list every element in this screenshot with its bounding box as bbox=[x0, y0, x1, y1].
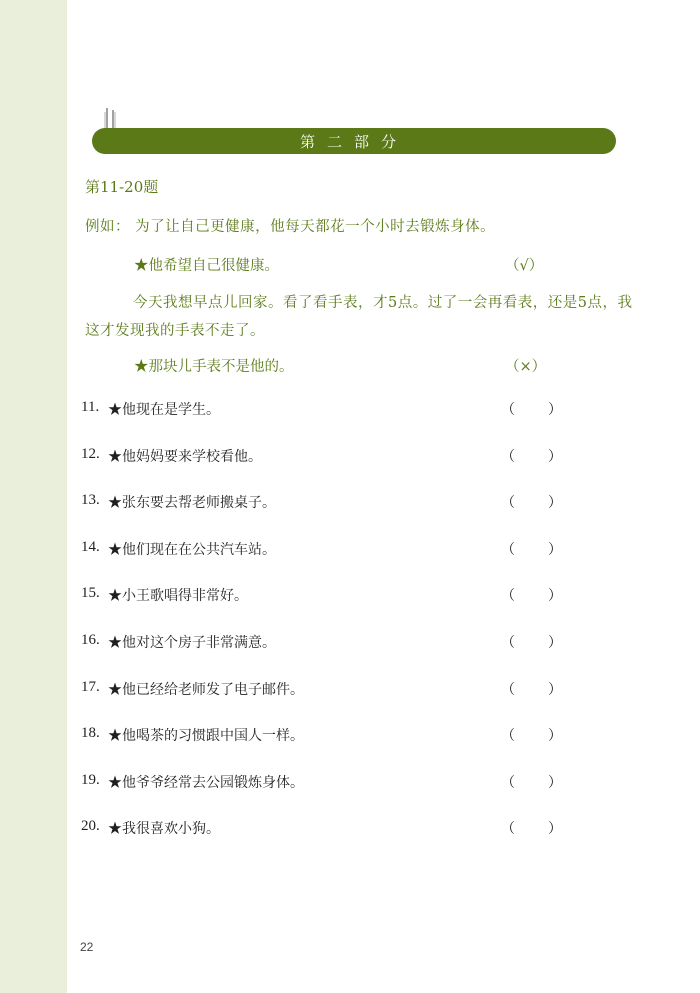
question-statement: ★他们现在在公共汽车站。 bbox=[108, 541, 276, 558]
question-number: 11. bbox=[81, 399, 100, 415]
example-statement-1: ★他希望自己很健康。 bbox=[134, 258, 279, 274]
question-row bbox=[81, 632, 561, 654]
question-row bbox=[81, 492, 561, 514]
answer-paren-open[interactable]: （ bbox=[501, 588, 515, 605]
answer-paren-close: ） bbox=[548, 681, 562, 698]
answer-paren-close: ） bbox=[548, 728, 562, 745]
question-statement: ★他爷爷经常去公园锻炼身体。 bbox=[108, 774, 304, 791]
question-statement: ★他对这个房子非常满意。 bbox=[108, 635, 276, 651]
section-banner bbox=[92, 128, 616, 154]
question-statement: ★我很喜欢小狗。 bbox=[108, 821, 220, 838]
question-number: 17. bbox=[81, 678, 100, 695]
example-statement-2: ★那块儿手表不是他的。 bbox=[134, 359, 294, 375]
answer-paren-open[interactable]: （ bbox=[501, 728, 515, 745]
answer-paren-open[interactable]: （ bbox=[501, 635, 515, 651]
example-intro: 例如： 为了让自己更健康，他每天都花一个小时去锻炼身体。 bbox=[85, 219, 496, 235]
question-number: 15. bbox=[81, 585, 100, 602]
banner-title: 第二部分 bbox=[299, 133, 408, 151]
question-number: 19. bbox=[81, 771, 100, 788]
question-row bbox=[81, 446, 561, 468]
question-statement: ★小王歌唱得非常好。 bbox=[108, 588, 248, 605]
page-number: 22 bbox=[80, 940, 94, 954]
answer-paren-close: ） bbox=[548, 402, 562, 418]
example-paragraph: 今天我想早点儿回家。看了看手表，才5点。过了一会再看表，还是5点，我这才发现我的手表不走了。 bbox=[85, 295, 633, 339]
section-label: 第11-20题 bbox=[85, 178, 159, 196]
answer-paren-open[interactable]: （ bbox=[501, 495, 515, 512]
page-margin-band bbox=[0, 0, 67, 993]
question-number: 20. bbox=[81, 818, 100, 835]
answer-paren-open[interactable]: （ bbox=[501, 448, 515, 465]
question-statement: ★张东要去帮老师搬桌子。 bbox=[108, 495, 276, 512]
question-row bbox=[81, 585, 561, 607]
answer-paren-close: ） bbox=[548, 541, 562, 558]
question-row bbox=[81, 818, 561, 840]
answer-paren-close: ） bbox=[548, 495, 562, 512]
answer-paren-close: ） bbox=[548, 635, 562, 651]
question-row bbox=[81, 772, 561, 794]
question-statement: ★他喝茶的习惯跟中国人一样。 bbox=[108, 728, 304, 745]
question-number: 14. bbox=[81, 538, 100, 555]
answer-paren-open[interactable]: （ bbox=[501, 774, 515, 791]
question-row bbox=[81, 679, 561, 701]
answer-paren-close: ） bbox=[548, 774, 562, 791]
question-row bbox=[81, 399, 561, 421]
question-number: 18. bbox=[81, 725, 100, 742]
question-number: 13. bbox=[81, 492, 100, 509]
answer-paren-close: ） bbox=[548, 588, 562, 605]
answer-paren-open[interactable]: （ bbox=[501, 681, 515, 698]
question-row bbox=[81, 725, 561, 747]
answer-paren-open[interactable]: （ bbox=[501, 402, 515, 418]
question-statement: ★他现在是学生。 bbox=[108, 402, 220, 418]
answer-paren-open[interactable]: （ bbox=[501, 541, 515, 558]
answer-paren-open[interactable]: （ bbox=[501, 821, 515, 838]
example-mark-wrong: （×） bbox=[505, 359, 547, 375]
question-row bbox=[81, 539, 561, 561]
example-mark-correct: （√） bbox=[505, 258, 544, 274]
question-number: 12. bbox=[81, 445, 100, 462]
answer-paren-close: ） bbox=[548, 448, 562, 465]
question-statement: ★他妈妈要来学校看他。 bbox=[108, 448, 262, 465]
answer-paren-close: ） bbox=[548, 821, 562, 838]
question-number: 16. bbox=[81, 632, 100, 648]
question-statement: ★他已经给老师发了电子邮件。 bbox=[108, 681, 304, 698]
